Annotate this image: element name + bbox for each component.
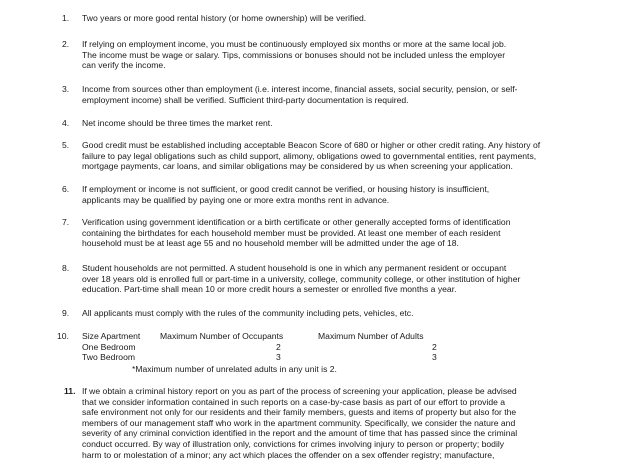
- table-cell: 2: [432, 341, 437, 352]
- text-line: members of our management staff who work in the apartment community. Specifically, we consider the nature and: [82, 417, 516, 428]
- text-line: household must be at least age 55 and no household member will be admitted under the age of 18.: [82, 238, 459, 249]
- text-line: Income from sources other than employment (i.e. interest income, financial assets, social security, pension, or self-: [82, 84, 518, 94]
- text-line: All applicants must comply with the rules of the community including pets, vehicles, etc.: [82, 308, 414, 318]
- text-line: severity of any criminal conviction identified in the report and the amount of time that has passed since the criminal: [82, 428, 518, 439]
- text-line: Good credit must be established including acceptable Beacon Score of 680 or higher or other credit rating. Any history of: [82, 140, 541, 150]
- text-line: mortgage payments, car loans, and similar obligations may be considered by us when screening your application.: [82, 161, 513, 172]
- text-line: The income must be wage or salary. Tips, commissions or bonuses should not be included unless the employer: [82, 49, 506, 60]
- item-text: [82, 13, 608, 24]
- item-number: 9.: [62, 308, 70, 318]
- item-number: 4.: [62, 118, 70, 128]
- item-number: 8.: [62, 263, 70, 273]
- item-number: 2.: [62, 39, 70, 49]
- text-line: employment income) shall be verified. Sufficient third-party documentation is required.: [82, 94, 409, 105]
- item-text: [82, 386, 608, 460]
- item-text: [82, 118, 608, 129]
- item-text: [82, 308, 608, 319]
- text-line: harm to or molestation of a minor; any act which places the offender on a sex offender registry; manufacture,: [82, 449, 495, 460]
- text-line: safe environment not only for our residents and their family members, guests and items of property but also for the: [82, 407, 517, 418]
- text-line: education. Part-time shall mean 10 or more credit hours a semester or enrolled five months a year.: [82, 284, 457, 295]
- item-number: 11.: [64, 386, 76, 396]
- item-number: 1.: [62, 13, 70, 23]
- text-line: Net income should be three times the market rent.: [82, 118, 273, 128]
- column-header: Maximum Number of Adults: [318, 331, 424, 341]
- item-text: [82, 39, 608, 71]
- item-number: 6.: [62, 184, 70, 194]
- text-line: conduct occurred. By way of illustration only, convictions for crimes involving injury to person or property; bodily: [82, 438, 505, 449]
- text-line: over 18 years old is enrolled full or part-time in a university, college, community college, or other institution of higher: [82, 273, 521, 284]
- item-text: [82, 184, 608, 205]
- text-line: failure to pay legal obligations such as child support, alimony, obligations owed to governmental entities, rent payments,: [82, 150, 537, 161]
- item-text: [82, 140, 608, 172]
- table-cell: Two Bedroom: [82, 352, 136, 363]
- item-text: [82, 217, 608, 249]
- table-footnote: *Maximum number of unrelated adults in any unit is 2.: [132, 364, 337, 374]
- text-line: If employment or income is not sufficient, or good credit cannot be verified, or housing history is insufficient,: [82, 184, 490, 194]
- text-line: applicants may be qualified by paying one or more extra months rent in advance.: [82, 194, 390, 205]
- table-cell: 3: [276, 352, 281, 363]
- item-text: [82, 263, 608, 295]
- text-line: Student households are not permitted. A student household is one in which any permanent resident or occupant: [82, 263, 507, 273]
- text-line: Two years or more good rental history (or home ownership) will be verified.: [82, 13, 367, 23]
- text-line: Verification using government identification or a birth certificate or other generally accepted forms of identification: [82, 217, 511, 227]
- item-text: [82, 84, 608, 105]
- text-line: can verify the income.: [82, 60, 166, 71]
- table-cell: 2: [276, 341, 281, 352]
- text-line: containing the birthdates for each household member must be provided. At least one member of each resident: [82, 227, 501, 238]
- item-number: 3.: [62, 84, 70, 94]
- column-header: Maximum Number of Occupants: [160, 331, 284, 341]
- table-cell: 3: [432, 352, 437, 363]
- item-number: 5.: [62, 140, 70, 150]
- item-number: 10.: [57, 331, 69, 341]
- text-line: If we obtain a criminal history report on you as part of the process of screening your application, please be advised: [82, 386, 517, 396]
- item-number: 7.: [62, 217, 70, 227]
- column-header: Size Apartment: [82, 331, 141, 341]
- text-line: that we consider information contained in such reports on a case-by-case basis as part of our effort to provide a: [82, 396, 506, 407]
- text-line: If relying on employment income, you must be continuously employed six months or more at the same local job.: [82, 39, 507, 49]
- table-cell: One Bedroom: [82, 341, 136, 352]
